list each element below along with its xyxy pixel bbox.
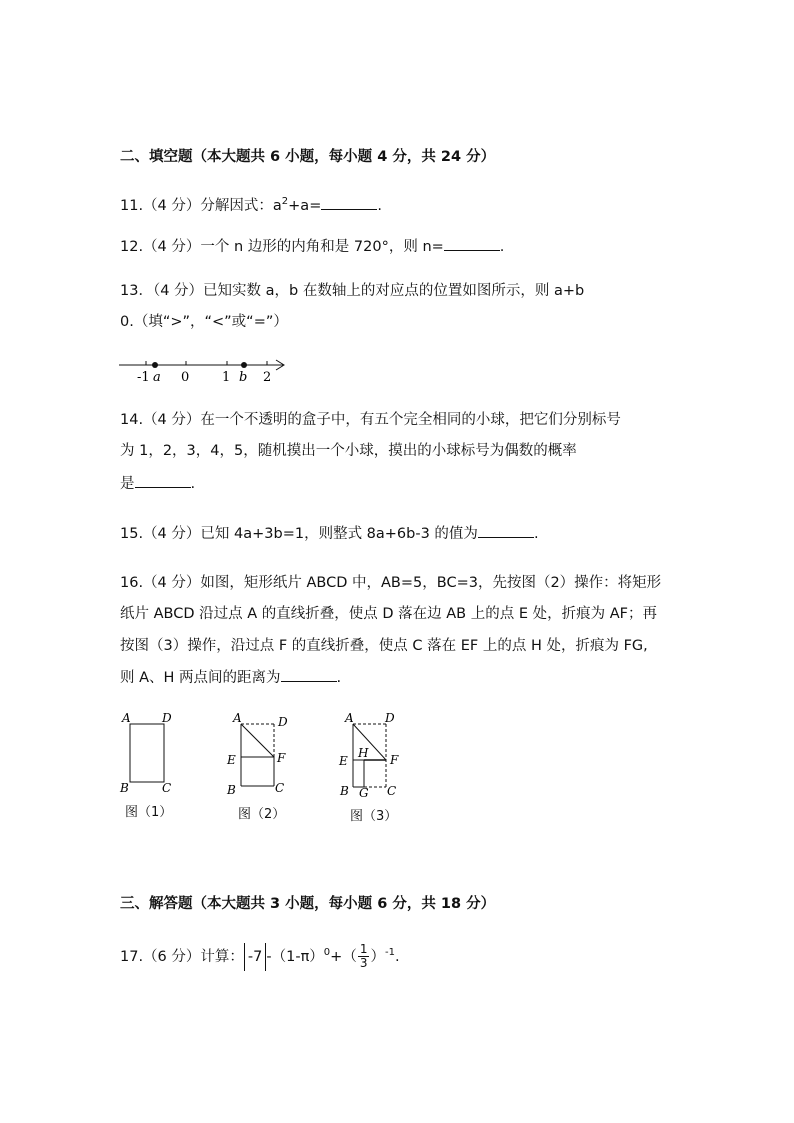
q17-plus: +（ bbox=[330, 948, 357, 965]
q16-end: . bbox=[336, 670, 342, 686]
fig2-label-F: F bbox=[277, 751, 286, 765]
q17-prefix: 17.（6 分）计算： bbox=[120, 948, 244, 965]
figure-3-caption: 图（3） bbox=[350, 809, 398, 824]
figure-2 bbox=[223, 706, 303, 798]
question-16-line-3: 按图（3）操作，沿过点 F 的直线折叠，使点 C 落在 EF 上的点 H 处，折痕为 FG, bbox=[120, 638, 648, 654]
point-a-dot bbox=[152, 362, 158, 368]
section-3-heading: 三、解答题（本大题共 3 小题，每小题 6 分，共 18 分） bbox=[120, 896, 496, 912]
question-15 bbox=[120, 523, 539, 544]
fig1-label-D: D bbox=[162, 711, 172, 725]
tick-label-2: 2 bbox=[263, 370, 272, 385]
figure-1 bbox=[118, 706, 188, 798]
question-14-line-2: 为 1，2，3，4，5，随机摸出一个小球，摸出的小球标号为偶数的概率 bbox=[120, 443, 577, 459]
q15-text: 15.（4 分）已知 4a+3b=1，则整式 8a+6b-3 的值为 bbox=[120, 526, 478, 542]
q15-answer-blank[interactable] bbox=[478, 523, 534, 538]
q17-fraction bbox=[358, 943, 370, 970]
q16-line4-text: 则 A、H 两点间的距离为 bbox=[120, 670, 281, 686]
q16-answer-blank[interactable] bbox=[281, 667, 337, 682]
q17-exponent-neg1: -1 bbox=[384, 947, 395, 958]
point-label-b: b bbox=[239, 370, 248, 385]
q14-line3-text: 是 bbox=[120, 476, 135, 492]
q17-fraction-numerator: 1 bbox=[359, 942, 368, 957]
q14-answer-blank[interactable] bbox=[135, 473, 191, 488]
fig2-label-E: E bbox=[227, 753, 236, 767]
fig3-label-F: F bbox=[390, 753, 399, 767]
number-line-figure bbox=[115, 352, 295, 388]
q17-close: ） bbox=[370, 948, 385, 965]
q17-absolute-value: -7 bbox=[244, 943, 266, 971]
figure-1-rectangle bbox=[130, 724, 164, 782]
q17-fraction-denominator: 3 bbox=[359, 956, 368, 971]
fig1-label-C: C bbox=[162, 781, 172, 795]
point-label-a: a bbox=[153, 370, 161, 385]
q11-answer-blank[interactable] bbox=[321, 195, 377, 210]
q12-end: . bbox=[499, 239, 505, 255]
fig3-label-B: B bbox=[340, 784, 349, 798]
q11-exponent: 2 bbox=[281, 196, 289, 207]
question-16-line-2: 纸片 ABCD 沿过点 A 的直线折叠，使点 D 落在边 AB 上的点 E 处，折痕为 AF；再 bbox=[120, 606, 657, 622]
fig2-label-D: D bbox=[278, 715, 288, 729]
q15-end: . bbox=[533, 526, 539, 542]
fig3-label-G: G bbox=[359, 786, 369, 800]
q17-end: . bbox=[394, 948, 400, 965]
figure-1-caption: 图（1） bbox=[125, 805, 173, 820]
question-13-line-2: 0.（填“>”，“<”或“=”） bbox=[120, 314, 288, 330]
fig1-label-A: A bbox=[122, 711, 131, 725]
q17-mid: -（1-π） bbox=[266, 948, 324, 965]
figure-2-caption: 图（2） bbox=[238, 807, 286, 822]
fig2-label-A: A bbox=[233, 711, 242, 725]
section-2-heading: 二、填空题（本大题共 6 小题，每小题 4 分，共 24 分） bbox=[120, 149, 496, 165]
q12-text: 12.（4 分）一个 n 边形的内角和是 720°，则 n= bbox=[120, 239, 444, 255]
point-b-dot bbox=[241, 362, 247, 368]
fig2-label-C: C bbox=[275, 781, 285, 795]
question-14-line-1: 14.（4 分）在一个不透明的盒子中，有五个完全相同的小球，把它们分别标号 bbox=[120, 412, 621, 428]
question-12 bbox=[120, 236, 504, 257]
fig3-label-C: C bbox=[387, 784, 397, 798]
tick-label-neg1: -1 bbox=[137, 370, 150, 385]
q11-prefix: 11.（4 分）分解因式：a bbox=[120, 197, 282, 214]
fig2-crease-AF bbox=[241, 724, 274, 757]
q17-exponent-0: 0 bbox=[323, 947, 331, 958]
tick-label-0: 0 bbox=[181, 370, 190, 385]
q11-end: . bbox=[377, 197, 382, 214]
tick-label-1: 1 bbox=[222, 370, 231, 385]
fig3-label-A: A bbox=[345, 711, 354, 725]
q14-end: . bbox=[190, 476, 196, 492]
figure-3 bbox=[335, 706, 415, 800]
question-16-line-1: 16.（4 分）如图，矩形纸片 ABCD 中，AB=5，BC=3，先按图（2）操作：将矩形 bbox=[120, 575, 662, 591]
question-14-line-3 bbox=[120, 473, 195, 494]
fig3-label-H: H bbox=[358, 746, 369, 760]
fig3-label-E: E bbox=[339, 754, 348, 768]
question-17 bbox=[120, 939, 400, 971]
fig1-label-B: B bbox=[120, 781, 129, 795]
q11-suffix: +a= bbox=[288, 197, 322, 214]
question-16-line-4 bbox=[120, 667, 341, 688]
question-11 bbox=[120, 192, 382, 216]
fig3-label-D: D bbox=[385, 711, 395, 725]
q12-answer-blank[interactable] bbox=[444, 236, 500, 251]
question-13-line-1: 13．（4 分）已知实数 a，b 在数轴上的对应点的位置如图所示，则 a+b bbox=[120, 283, 585, 299]
fig2-label-B: B bbox=[227, 783, 236, 797]
